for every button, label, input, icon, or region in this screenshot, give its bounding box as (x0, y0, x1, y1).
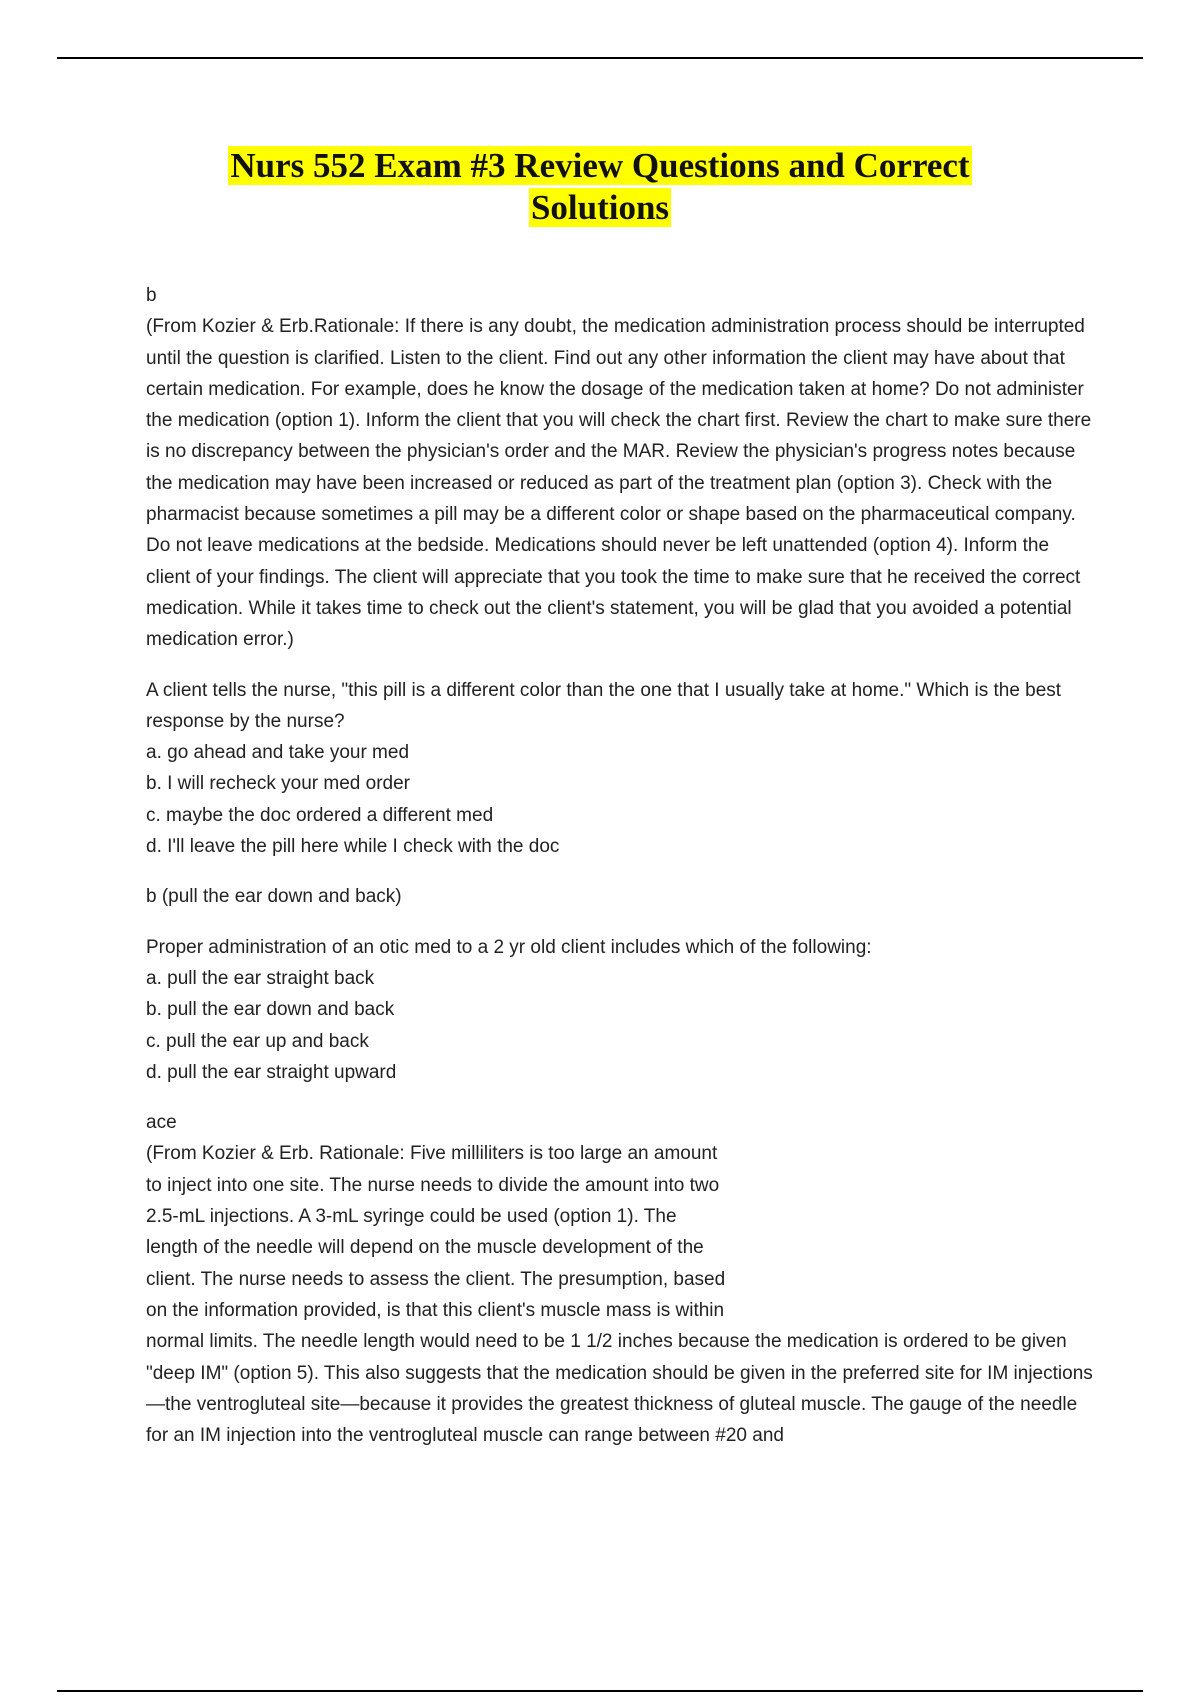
document-body (146, 280, 1096, 1451)
question-1-stem: A client tells the nurse, "this pill is a different color than the one that I usually take at home." Which is the best response by the nurse? (146, 679, 1062, 732)
question-1-option-b: b. I will recheck your med order (146, 773, 410, 795)
rationale-3-line-2: to inject into one site. The nurse needs to divide the amount into two (146, 1174, 720, 1196)
page-title (0, 145, 1200, 229)
title-line-1: Nurs 552 Exam #3 Review Questions and Correct (230, 146, 970, 185)
rationale-1: (From Kozier & Erb.Rationale: If there is any doubt, the medication administration process should be interrupted until the question is clarified. Listen to the client. Find out any other information the client may have about that certain medication. For example, does he know the dosage of the medication taken at home? Do not administer the medication (option 1). Inform the client that you will check the chart first. Review the chart to make sure there is no discrepancy between the physician's order and the MAR. Review the physician's progress notes because the medication may have been increased or reduced as part of the treatment plan (option 3). Check with the pharmacist because sometimes a pill may be a different color or shape based on the pharmaceutical company. Do not leave medications at the bedside. Medications should never be left unattended (option 4). Inform the client of your findings. The client will appreciate that you took the time to make sure that he received the correct medication. While it takes time to check out the client's statement, you will be glad that you avoided a potential medication error.) (146, 316, 1092, 651)
rationale-3-line-3: 2.5-mL injections. A 3-mL syringe could be used (option 1). The (146, 1206, 677, 1228)
question-2-option-c: c. pull the ear up and back (146, 1030, 369, 1052)
header-rule (57, 57, 1143, 59)
rationale-3-narrow (146, 1138, 786, 1326)
question-2-stem: Proper administration of an otic med to a 2 yr old client includes which of the following: (146, 936, 872, 958)
question-2-option-b: b. pull the ear down and back (146, 999, 395, 1021)
question-1-option-c: c. maybe the doc ordered a different med (146, 804, 494, 826)
rationale-3-line-5: client. The nurse needs to assess the client. The presumption, based (146, 1268, 726, 1290)
question-1-option-a: a. go ahead and take your med (146, 742, 410, 764)
footer-rule (57, 1690, 1143, 1692)
question-2-option-a: a. pull the ear straight back (146, 967, 375, 989)
rationale-3-line-4: length of the needle will depend on the muscle development of the (146, 1237, 704, 1259)
answer-2: b (pull the ear down and back) (146, 886, 402, 908)
question-2-option-d: d. pull the ear straight upward (146, 1061, 397, 1083)
title-line-2: Solutions (530, 188, 670, 227)
question-1-option-d: d. I'll leave the pill here while I check with the doc (146, 836, 560, 858)
rationale-3-line-1: (From Kozier & Erb. Rationale: Five milliliters is too large an amount (146, 1143, 718, 1165)
answer-1: b (146, 285, 157, 306)
answer-3: ace (146, 1112, 177, 1134)
rationale-3-line-6: on the information provided, is that this client's muscle mass is within (146, 1299, 725, 1321)
rationale-3-continued: normal limits. The needle length would need to be 1 1/2 inches because the medication is ordered to be given "deep IM" (option 5). This also suggests that the medication should be given in the preferred site for IM injections—the ventrogluteal site—because it provides the greatest thickness of gluteal muscle. The gauge of the needle for an IM injection into the ventrogluteal muscle can range between #20 and (146, 1331, 1093, 1447)
